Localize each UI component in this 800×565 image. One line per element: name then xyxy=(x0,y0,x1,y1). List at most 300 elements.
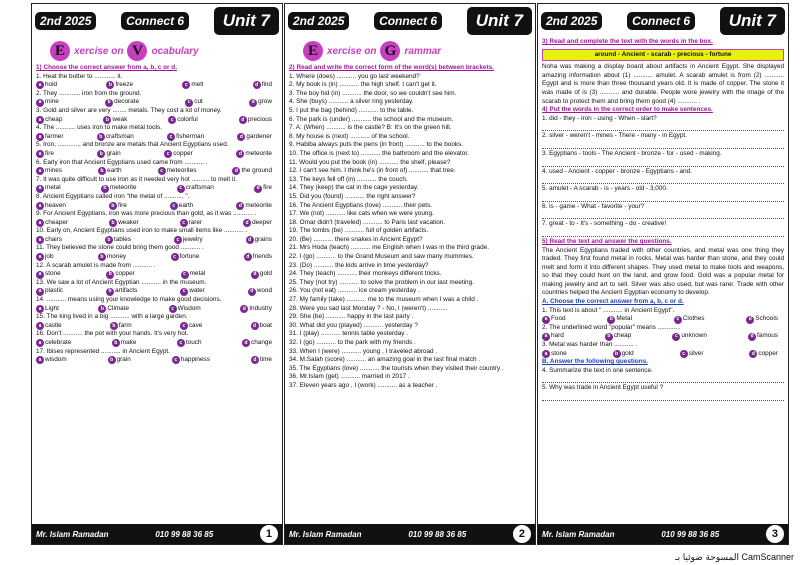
option xyxy=(242,339,272,348)
option xyxy=(36,270,61,279)
question: 4. The ........... uses iron to make metal tools. xyxy=(36,124,162,132)
question: 10. Early on, Ancient Egyptians used iron to make small items like ........... . xyxy=(36,227,247,235)
option-text: weak xyxy=(112,115,128,123)
option-letter-icon: c xyxy=(674,316,682,324)
question: 5. Iron, ............, and bronze are metals that Ancient Egyptians used. xyxy=(36,141,229,149)
page-number: 1 xyxy=(260,525,278,543)
option-letter-icon: c xyxy=(177,339,185,347)
grammar-line: 12. I can't see him. I think he's (in front of) ........... that tree. xyxy=(289,167,456,175)
option xyxy=(109,202,127,211)
page-header xyxy=(538,4,788,38)
option-letter-icon: c xyxy=(180,322,188,330)
option-text: copper xyxy=(173,149,193,157)
option-text: meteorite xyxy=(245,149,272,157)
option xyxy=(249,98,272,107)
option-text: Climate xyxy=(107,304,130,312)
answer-line xyxy=(542,393,784,401)
option xyxy=(101,184,137,193)
option-text: celebrate xyxy=(45,339,72,346)
question: 15. The king lived in a big ........... with a large garden. xyxy=(36,313,188,321)
option xyxy=(180,287,205,296)
option-letter-icon: b xyxy=(98,167,106,175)
option xyxy=(672,332,707,341)
option xyxy=(36,322,62,331)
option-letter-icon: d xyxy=(253,81,261,89)
grammar-line: 3. The boy hid (in) ........... the door, so we couldn't see him. xyxy=(289,89,457,97)
option-letter-icon: d xyxy=(249,99,257,107)
question: 12. A scarab amulet is made from ........... . xyxy=(36,261,156,269)
option-letter-icon: c xyxy=(171,253,179,261)
grammar-line: 15. Did you (found) ........... the right answer? xyxy=(289,192,416,200)
options-row xyxy=(36,202,278,211)
option-text: copper xyxy=(115,270,135,278)
options-row xyxy=(36,98,278,107)
option-text: copper xyxy=(758,349,778,357)
option-text: rarer xyxy=(188,218,203,226)
title-initial: E xyxy=(303,41,323,61)
answer-line xyxy=(542,123,784,131)
option-text: meteorite xyxy=(245,201,272,209)
grammar-line: 18. Omar didn't (traveled) ........... to Paris last vacation. xyxy=(289,218,446,226)
option xyxy=(244,253,272,262)
instruction: 3) Read and complete the text with the words in the box. xyxy=(542,38,713,45)
option-text: water xyxy=(189,287,205,295)
option xyxy=(98,167,122,176)
option xyxy=(243,219,272,228)
title-text: xercise on xyxy=(327,45,377,57)
option xyxy=(674,315,705,324)
option xyxy=(112,339,137,348)
open-question: 4. Summarize the text in one sentence. xyxy=(542,366,653,374)
question: 3. Metal was harder than ........... . xyxy=(542,341,638,349)
option-letter-icon: c xyxy=(180,288,188,296)
option-text: unknown xyxy=(681,332,707,340)
option-text: the ground xyxy=(241,167,272,175)
title-text: rammar xyxy=(404,45,442,57)
instruction: B. Answer the following questions. xyxy=(542,358,648,366)
open-question: 5. Why was trade in Ancient Egypt useful ? xyxy=(542,384,664,392)
option xyxy=(98,305,129,314)
unit-badge: Unit 7 xyxy=(467,7,532,35)
grammar-line: 19. The tombs (be) ........... full of golden artifacts. xyxy=(289,227,429,235)
answer-line xyxy=(542,194,784,202)
option-text: farmer xyxy=(45,132,64,140)
option xyxy=(613,350,634,359)
option-text: earth xyxy=(107,167,122,175)
option-letter-icon: a xyxy=(36,202,44,210)
option-text: fire xyxy=(117,201,127,209)
option-letter-icon: d xyxy=(248,288,256,296)
option xyxy=(236,202,272,211)
grammar-line: 5. I put the bag (behind) ........... to the table. xyxy=(289,106,414,114)
grammar-line: 9. Habiba always puts the pens (in front) ........... to the books. xyxy=(289,141,464,149)
teacher-name: Mr. Islam Ramadan xyxy=(36,529,109,539)
answer-line xyxy=(542,375,784,383)
grammar-line: 2. My book is (in) ........... the high shelf. I can't get it. xyxy=(289,81,437,89)
options-row xyxy=(36,270,278,279)
option-letter-icon: b xyxy=(613,350,621,358)
option-letter-icon: a xyxy=(36,305,44,313)
option xyxy=(97,133,134,142)
options-row xyxy=(36,219,278,228)
option-letter-icon: d xyxy=(748,333,756,341)
option-text: stone xyxy=(551,349,567,357)
option xyxy=(108,356,131,365)
option-letter-icon: b xyxy=(106,81,114,89)
option xyxy=(542,332,564,341)
word-order-list xyxy=(542,115,784,237)
option-letter-icon: a xyxy=(36,185,44,193)
page-number: 3 xyxy=(766,525,784,543)
grammar-line: 10. The office is (next to) ........... the bathroom and the elevator. xyxy=(289,149,469,157)
option xyxy=(236,150,272,159)
option-text: grain xyxy=(116,356,131,364)
option xyxy=(607,315,632,324)
option-letter-icon: c xyxy=(164,150,172,158)
option-letter-icon: a xyxy=(542,350,550,358)
option-text: meteorites xyxy=(166,167,197,175)
option-text: grains xyxy=(254,235,272,243)
teacher-phone: 010 99 88 36 85 xyxy=(408,529,467,539)
options-row xyxy=(36,339,278,348)
reading-mcq xyxy=(542,307,784,359)
grammar-line: 13. The keys fell off (in) ........... the couch. xyxy=(289,175,408,183)
grade-badge: 2nd 2025 xyxy=(541,12,602,30)
option xyxy=(36,219,68,228)
option xyxy=(36,305,59,314)
option xyxy=(232,167,272,176)
option-letter-icon: d xyxy=(749,350,757,358)
title-initial: G xyxy=(380,41,400,61)
option xyxy=(174,236,203,245)
answer-line xyxy=(542,211,784,219)
option xyxy=(254,184,272,193)
option-letter-icon: a xyxy=(36,236,44,244)
order-item: 3. Egyptians - tools - The Ancient - bronze - for - used - making. xyxy=(542,149,722,157)
option-text: weaker xyxy=(118,218,139,226)
option xyxy=(164,150,193,159)
option-text: colorful xyxy=(177,115,198,123)
option xyxy=(106,270,135,279)
option-letter-icon: d xyxy=(244,253,252,261)
grammar-line: 35. The Egyptians (love) ........... the tourists when they visited their country . xyxy=(289,364,504,372)
order-item: 7. great - to - It's - something - do - creative! xyxy=(542,220,667,228)
option-letter-icon: c xyxy=(177,185,185,193)
option-text: Schools xyxy=(755,315,778,323)
title-initial: V xyxy=(127,41,147,61)
option xyxy=(167,133,204,142)
option-letter-icon: b xyxy=(108,356,116,364)
option-text: fire xyxy=(45,149,54,157)
option xyxy=(169,305,201,314)
question: 11. They believed the stone could bring them good ........... . xyxy=(36,244,204,252)
option-letter-icon: a xyxy=(542,316,550,324)
option xyxy=(36,356,67,365)
answer-line xyxy=(542,176,784,184)
grammar-line: 16. The Ancient Egyptians (love) ........... their pets. xyxy=(289,201,433,209)
order-item: 2. silver - weren't - mines - There - many - in Egypt. xyxy=(542,132,687,140)
option-letter-icon: a xyxy=(36,133,44,141)
option-text: cheap xyxy=(613,332,632,340)
option-text: metal xyxy=(189,270,206,278)
option-text: chairs xyxy=(45,235,63,243)
option xyxy=(251,322,272,331)
option-text: wood xyxy=(256,287,272,295)
option-text: change xyxy=(251,339,272,346)
options-row xyxy=(36,167,278,176)
title-text: ocabulary xyxy=(151,45,199,57)
option xyxy=(180,322,203,331)
reading-exercise xyxy=(538,38,788,401)
option xyxy=(110,322,132,331)
option xyxy=(168,116,198,125)
title-text: xercise on xyxy=(74,45,124,57)
grammar-line: 24. They (teach) ........... their monkeys different tricks. xyxy=(289,270,442,278)
page-header xyxy=(285,4,535,38)
option xyxy=(171,253,200,262)
option-letter-icon: b xyxy=(98,305,106,313)
option-letter-icon: a xyxy=(36,99,44,107)
option xyxy=(36,167,62,176)
option-letter-icon: c xyxy=(180,219,188,227)
grammar-exercise xyxy=(285,64,535,391)
option-letter-icon: b xyxy=(109,202,117,210)
option xyxy=(237,133,272,142)
option xyxy=(36,287,63,296)
question: 16. Don't ........... the pot with your hands. It's very hot. xyxy=(36,330,189,338)
option-letter-icon: d xyxy=(243,219,251,227)
option-text: heaven xyxy=(45,201,66,209)
option xyxy=(36,133,63,142)
book-badge: Connect 6 xyxy=(627,12,695,30)
option xyxy=(36,253,54,262)
options-row xyxy=(36,133,278,142)
page-footer xyxy=(538,524,788,544)
option-letter-icon: a xyxy=(36,167,44,175)
options-row xyxy=(36,184,278,193)
option xyxy=(748,332,778,341)
grammar-line: 4. She (buys) ........... a silver ring yesterday. xyxy=(289,98,414,106)
teacher-phone: 010 99 88 36 85 xyxy=(661,529,720,539)
book-badge: Connect 6 xyxy=(374,12,442,30)
section-title xyxy=(50,40,282,62)
option-letter-icon: b xyxy=(109,219,117,227)
teacher-phone: 010 99 88 36 85 xyxy=(155,529,214,539)
option-text: decorate xyxy=(114,98,140,106)
question: 14. ........... means using your knowledge to make good decisions. xyxy=(36,296,222,304)
page-footer xyxy=(285,524,535,544)
option-text: mine xyxy=(45,98,59,106)
option-text: gold xyxy=(621,349,634,357)
option xyxy=(253,81,272,90)
option-letter-icon: b xyxy=(103,116,111,124)
reading-passage: The Ancient Egyptians traded with other countries, and metal was one thing they traded. They first found metal in rocks. Metal was harder than stone, and they could melt and form it into different shapes. They used metal to make tools and weapons, so that they could hunt on the land, and grow food. Gold was a popular metal for making jewelry and art to sell. Silver was also used, but was rarer. Trade with other countries helped the Ancient Egyptian economy to develop. xyxy=(542,246,784,297)
options-row xyxy=(36,116,278,125)
option-text: melt xyxy=(191,81,204,89)
unit-badge: Unit 7 xyxy=(720,7,785,35)
option xyxy=(109,219,139,228)
grammar-line: 28. Were you sad last Monday ? - No, I (weren't) ........... xyxy=(289,304,448,312)
option-text: Wisdom xyxy=(177,304,201,312)
grammar-line: 21. Mrs Hoda (teach) ........... me English when I was in the third grade. xyxy=(289,244,489,252)
option-text: fire xyxy=(263,184,272,192)
option-text: Metal xyxy=(616,315,632,323)
option xyxy=(158,167,197,176)
option-text: castle xyxy=(45,321,62,329)
option xyxy=(542,315,566,324)
option-text: gold xyxy=(259,270,272,278)
word-box: around - Ancient - scarab - precious - fortune xyxy=(542,49,784,62)
option xyxy=(105,98,139,107)
option-text: silver xyxy=(688,349,704,357)
option xyxy=(177,339,202,348)
answer-line xyxy=(542,141,784,149)
options-row xyxy=(36,356,278,365)
grammar-line: 33. When I (were) ........... young , I traveled abroad . xyxy=(289,347,438,355)
grammar-line: 11. Would you put the book (in) ........... the shelf, please? xyxy=(289,158,451,166)
option xyxy=(36,236,62,245)
grade-badge: 2nd 2025 xyxy=(288,12,349,30)
option xyxy=(106,287,137,296)
option-letter-icon: a xyxy=(36,339,44,347)
option-text: find xyxy=(261,81,272,89)
option-letter-icon: d xyxy=(246,236,254,244)
option-letter-icon: b xyxy=(98,253,106,261)
option-letter-icon: a xyxy=(542,333,550,341)
options-row xyxy=(36,150,278,159)
teacher-name: Mr. Islam Ramadan xyxy=(289,529,362,539)
instruction: 1) Choose the correct answer from a, b, c or d. xyxy=(36,64,177,71)
option-text: happiness xyxy=(180,356,210,364)
question: 13. We saw a lot of Ancient Egyptian ........... in the museum. xyxy=(36,278,207,286)
option xyxy=(36,184,61,193)
option-letter-icon: c xyxy=(680,350,688,358)
grade-badge: 2nd 2025 xyxy=(35,12,96,30)
option-text: wisdom xyxy=(45,356,67,364)
question: 7. It was quite difficult to use iron as it needed very hot .......... to melt it. xyxy=(36,175,237,183)
option-text: cut xyxy=(194,98,203,106)
option-text: friends xyxy=(252,253,272,261)
order-item: 5. amulet - A scarab - is - years - old - 3,000. xyxy=(542,185,668,193)
option-letter-icon: d xyxy=(746,316,754,324)
option xyxy=(105,236,131,245)
option xyxy=(106,81,133,90)
grammar-line: 30. What did you (played) ........... yesterday ? xyxy=(289,321,418,329)
question: 6. Early iron that Ancient Egyptians used came from ........... . xyxy=(36,158,208,166)
grammar-line: 8. My house is (next) ........... of the school. xyxy=(289,132,410,140)
option-text: grain xyxy=(106,149,121,157)
option xyxy=(170,202,194,211)
option-text: hard xyxy=(551,332,564,340)
question: 2. They ............ iron from the ground. xyxy=(36,89,142,97)
option xyxy=(246,236,272,245)
worksheet-page-3 xyxy=(537,3,789,545)
grammar-line: 25. They (not try) ........... to solve the problem in our last meeting. xyxy=(289,278,474,286)
option-letter-icon: d xyxy=(236,202,244,210)
grammar-line: 37. Eleven years ago , I (work) ........... as a teacher . xyxy=(289,381,438,389)
option xyxy=(36,150,54,159)
option xyxy=(182,81,203,90)
scanner-watermark: المسوحة ضوئيا بـ CamScanner xyxy=(675,552,794,562)
option-letter-icon: b xyxy=(97,133,105,141)
option xyxy=(181,270,206,279)
option-text: metal xyxy=(45,184,61,192)
option-text: hold xyxy=(45,81,58,89)
option-text: time xyxy=(259,356,272,364)
option-text: grow xyxy=(258,98,272,106)
option xyxy=(36,98,59,107)
option-letter-icon: c xyxy=(172,356,180,364)
option-text: fortune xyxy=(179,253,200,261)
option-letter-icon: b xyxy=(605,333,613,341)
options-row xyxy=(36,253,278,262)
grammar-line: 23. (Do) ........... the kids arrive in time yesterday? xyxy=(289,261,429,269)
worksheet-page-2 xyxy=(284,3,536,545)
option xyxy=(36,81,57,90)
grammar-line: 34. M.Salah (score) ........... an amazing goal in the last final match . xyxy=(289,356,481,364)
options-row xyxy=(36,322,278,331)
option-letter-icon: b xyxy=(110,322,118,330)
grammar-line: 6. The park is (under) ........... the school and the museum. xyxy=(289,115,454,123)
option xyxy=(36,116,62,125)
option-text: gardener xyxy=(246,132,272,140)
options-row xyxy=(542,332,784,341)
option xyxy=(97,150,120,159)
option xyxy=(172,356,210,365)
option xyxy=(749,350,778,359)
option-text: cave xyxy=(188,321,203,329)
option-letter-icon: c xyxy=(158,167,166,175)
options-row xyxy=(36,305,278,314)
instruction: A. Choose the correct answer from a, b, c or d. xyxy=(542,298,684,306)
option xyxy=(251,356,272,365)
option-text: precious xyxy=(247,115,272,123)
question: 2. The underlined word "popular" means ........... . xyxy=(542,323,681,331)
option-letter-icon: c xyxy=(167,133,175,141)
grammar-line: 17. We (not) ........... like cats when we were young. xyxy=(289,210,434,218)
grammar-line: 36. Mr.Islam (get) ........... married in 2017 . xyxy=(289,373,410,381)
option xyxy=(185,98,203,107)
option xyxy=(36,202,66,211)
option xyxy=(239,116,272,125)
answer-line xyxy=(542,229,784,237)
option-text: freeze xyxy=(115,81,134,89)
options-row xyxy=(36,287,278,296)
option xyxy=(248,287,272,296)
grammar-line: 29. She (be) ........... happy in the last party . xyxy=(289,313,414,321)
option-text: fisherman xyxy=(176,132,205,140)
question: 3. Gold and silver are very ........ metals. They cost a lot of money. xyxy=(36,106,222,114)
page-number: 2 xyxy=(513,525,531,543)
option-letter-icon: c xyxy=(185,99,193,107)
question: 17. Ibises represented ........... in Ancient Egypt. xyxy=(36,347,170,355)
option-text: make xyxy=(120,339,137,346)
option-letter-icon: c xyxy=(174,236,182,244)
option xyxy=(605,332,631,341)
option-letter-icon: a xyxy=(36,322,44,330)
option-letter-icon: d xyxy=(242,339,250,347)
option-letter-icon: d xyxy=(251,356,259,364)
option xyxy=(180,219,203,228)
option xyxy=(103,116,127,125)
open-questions xyxy=(542,367,784,401)
instruction: 2) Read and write the correct form of the word(s) between brackets. xyxy=(289,64,494,71)
option-letter-icon: c xyxy=(168,116,176,124)
option-letter-icon: b xyxy=(106,271,114,279)
option-text: boat xyxy=(259,321,272,329)
section-title xyxy=(303,40,535,62)
option-letter-icon: b xyxy=(105,99,113,107)
